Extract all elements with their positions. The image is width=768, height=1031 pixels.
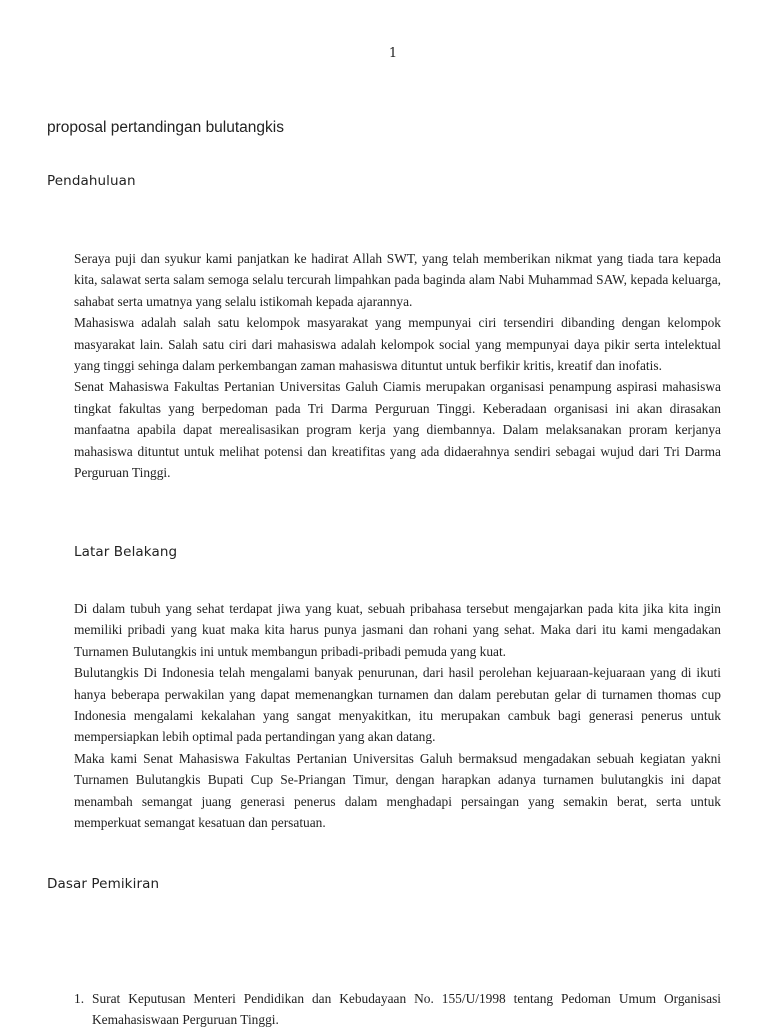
list-item bbox=[74, 988, 721, 1031]
section-heading-dasar-pemikiran: Dasar Pemikiran bbox=[47, 876, 160, 892]
paragraph: Senat Mahasiswa Fakultas Pertanian Universitas Galuh Ciamis merupakan organisasi penampung aspirasi mahasiswa tingkat fakultas yang berpedoman pada Tri Darma Perguruan Tinggi. Keberadaan organisasi ini akan dirasakan manfaatna apabila dapat merealisasikan program kerja yang diembannya. Dalam melaksanakan proram kerjanya mahasiswa dituntut untuk melihat potensi dan kreatifitas yang ada didaerahnya sendiri sebagai wujud dari Tri Darma Perguruan Tinggi. bbox=[74, 379, 721, 481]
document-title: proposal pertandingan bulutangkis bbox=[47, 119, 284, 136]
latar-belakang-body bbox=[74, 598, 721, 833]
dasar-pemikiran-list bbox=[74, 988, 721, 1031]
list-item-number: 1. bbox=[74, 991, 85, 1006]
paragraph: Seraya puji dan syukur kami panjatkan ke hadirat Allah SWT, yang telah memberikan nikmat yang tiada tara kepada kita, salawat serta salam semoga selalu tercurah limpahkan pada baginda alam Nabi Muhammad SAW, kepada keluarga, sahabat serta umatnya yang selalu istikomah kepada ajarannya. bbox=[74, 251, 721, 309]
paragraph: Mahasiswa adalah salah satu kelompok masyarakat yang mempunyai ciri tersendiri dibanding dengan kelompok masyarakat lain. Salah satu ciri dari mahasiswa adalah kelompok social yang mempunyai daya pikir serta intelektual yang tinggi sehinga dalam perkembangan zaman mahasiswa dituntut untuk berfikir kritis, kreatif dan inofatis. bbox=[74, 315, 721, 374]
page-number: 1 bbox=[388, 46, 398, 61]
list-item-text: Surat Keputusan Menteri Pendidikan dan Kebudayaan No. 155/U/1998 tentang Pedoman Umum Organisasi Kemahasiswaan Perguruan Tinggi. bbox=[92, 991, 721, 1028]
paragraph: Di dalam tubuh yang sehat terdapat jiwa yang kuat, sebuah pribahasa tersebut mengajarkan pada kita jika kita ingin memiliki pribadi yang kuat maka kita harus punya jasmani dan rohani yang sehat. Maka dari itu kami mengadakan Turnamen Bulutangkis ini untuk membangun pribadi-pribadi pemuda yang kuat. bbox=[74, 601, 721, 659]
paragraph: Bulutangkis Di Indonesia telah mengalami banyak penurunan, dari hasil perolehan kejuaraan-kejuaraan yang di ikuti hanya beberapa perwakilan yang dapat memenangkan turnamen dan dalam perebutan gelar di turnamen thomas cup Indonesia mengalami kekalahan yang sangat menyakitkan, itu merupakan cambuk bagi generasi penerus untuk mempersiapkan lebih optimal pada pertandingan yang akan datang. bbox=[74, 665, 721, 745]
paragraph: Maka kami Senat Mahasiswa Fakultas Pertanian Universitas Galuh bermaksud mengadakan sebuah kegiatan yakni Turnamen Bulutangkis Bupati Cup Se-Priangan Timur, dengan harapkan adanya turnamen bulutangkis ini dapat menambah semangat juang generasi penerus dalam menghadapi persaingan yang semakin berat, serta untuk memperkuat semangat kesatuan dan persatuan. bbox=[74, 750, 721, 831]
pendahuluan-body bbox=[74, 248, 721, 483]
section-heading-latar-belakang: Latar Belakang bbox=[74, 544, 178, 560]
section-heading-pendahuluan: Pendahuluan bbox=[47, 173, 136, 189]
